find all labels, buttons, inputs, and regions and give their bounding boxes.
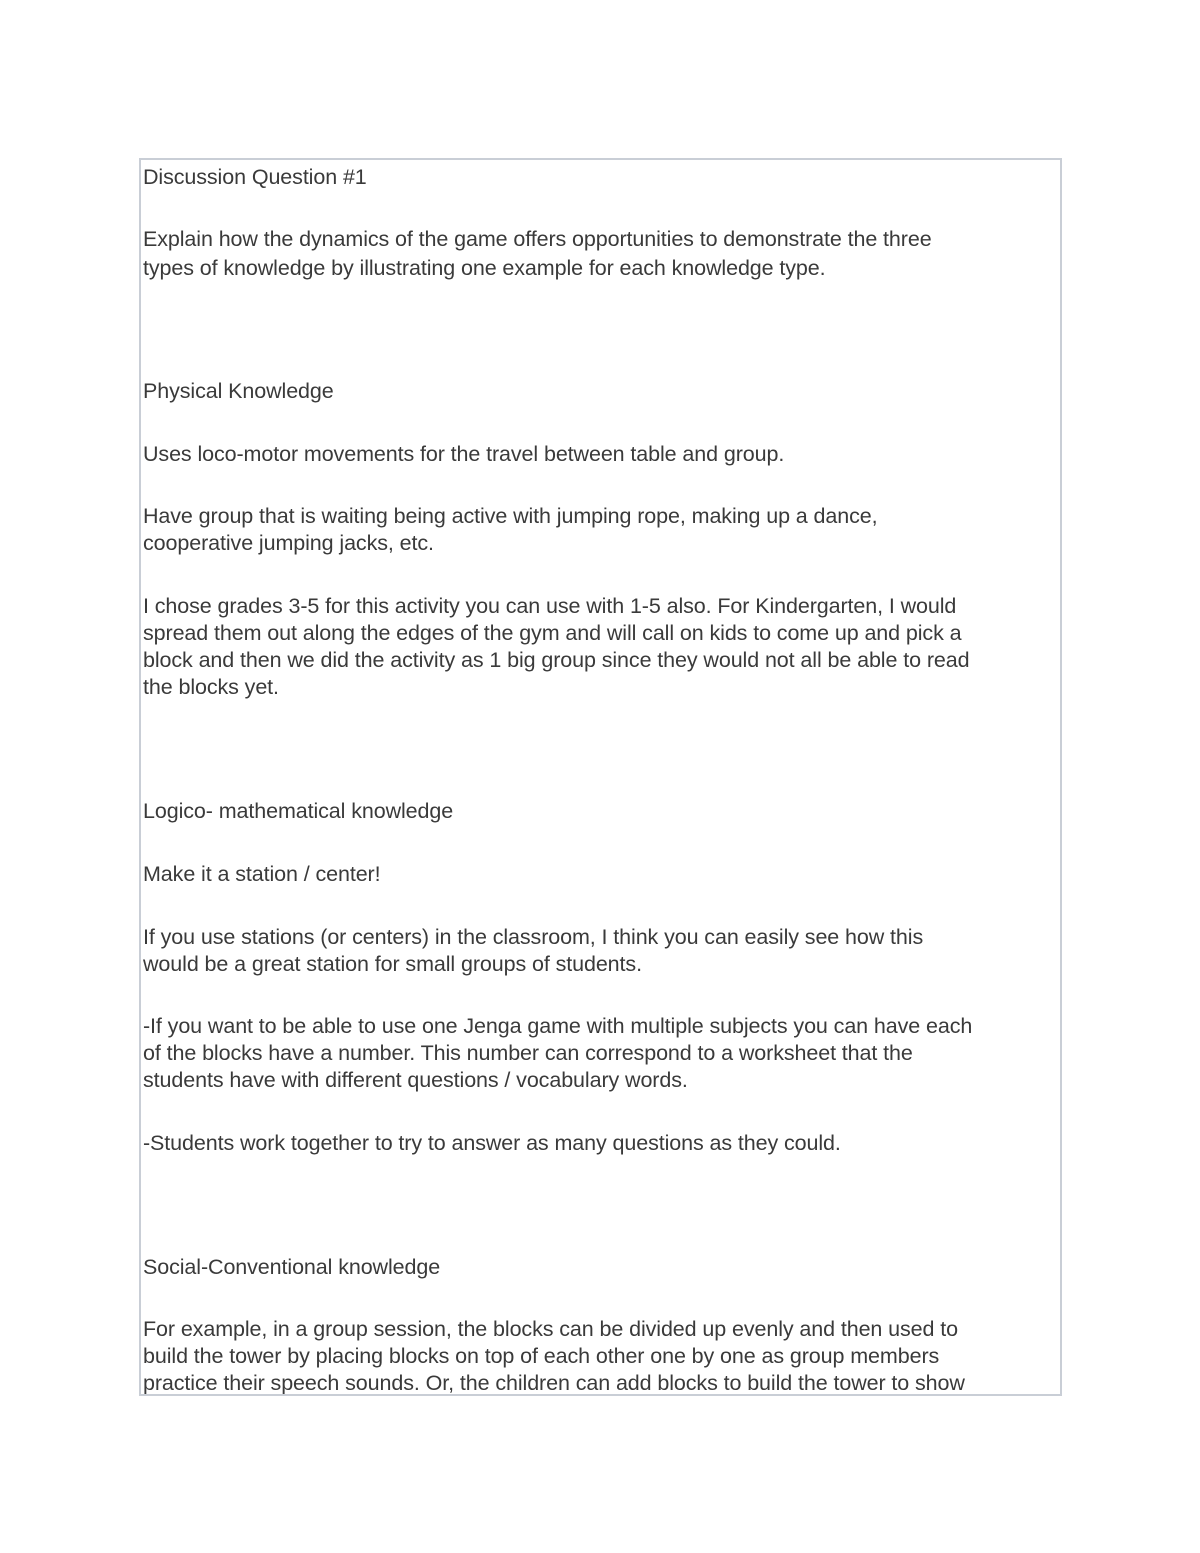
question-line-2: types of knowledge by illustrating one example for each knowledge type. bbox=[143, 256, 826, 280]
heading-social-conventional-knowledge: Social-Conventional knowledge bbox=[143, 1255, 441, 1279]
physical-paragraph-3-line-1: I chose grades 3-5 for this activity you can use with 1-5 also. For Kindergarten, I would bbox=[143, 594, 957, 618]
social-paragraph-line-1: For example, in a group session, the blocks can be divided up evenly and then used to bbox=[143, 1317, 958, 1341]
physical-paragraph-3-line-4: the blocks yet. bbox=[143, 675, 279, 699]
physical-paragraph-1: Uses loco-motor movements for the travel between table and group. bbox=[143, 442, 785, 466]
heading-logico-mathematical-knowledge: Logico- mathematical knowledge bbox=[143, 799, 454, 823]
heading-physical-knowledge: Physical Knowledge bbox=[143, 379, 334, 403]
logico-paragraph-3-line-2: of the blocks have a number. This number can correspond to a worksheet that the bbox=[143, 1041, 913, 1065]
logico-paragraph-4: -Students work together to try to answer as many questions as they could. bbox=[143, 1131, 841, 1155]
physical-paragraph-2-line-1: Have group that is waiting being active with jumping rope, making up a dance, bbox=[143, 504, 878, 528]
logico-paragraph-2-line-1: If you use stations (or centers) in the classroom, I think you can easily see how this bbox=[143, 925, 924, 949]
logico-paragraph-2-line-2: would be a great station for small groups of students. bbox=[143, 952, 642, 976]
question-line-1: Explain how the dynamics of the game offers opportunities to demonstrate the three bbox=[143, 227, 932, 251]
logico-paragraph-3-line-1: -If you want to be able to use one Jenga game with multiple subjects you can have each bbox=[143, 1014, 973, 1038]
social-paragraph-line-3: practice their speech sounds. Or, the children can add blocks to build the tower to show bbox=[143, 1371, 965, 1395]
physical-paragraph-3-line-3: block and then we did the activity as 1 big group since they would not all be able to read bbox=[143, 648, 970, 672]
physical-paragraph-2-line-2: cooperative jumping jacks, etc. bbox=[143, 531, 434, 555]
document-frame bbox=[139, 158, 1062, 1396]
physical-paragraph-3-line-2: spread them out along the edges of the gym and will call on kids to come up and pick a bbox=[143, 621, 962, 645]
logico-paragraph-3-line-3: students have with different questions / vocabulary words. bbox=[143, 1068, 688, 1092]
heading-discussion-question: Discussion Question #1 bbox=[143, 165, 367, 189]
social-paragraph-line-2: build the tower by placing blocks on top of each other one by one as group members bbox=[143, 1344, 940, 1368]
logico-paragraph-1: Make it a station / center! bbox=[143, 862, 381, 886]
